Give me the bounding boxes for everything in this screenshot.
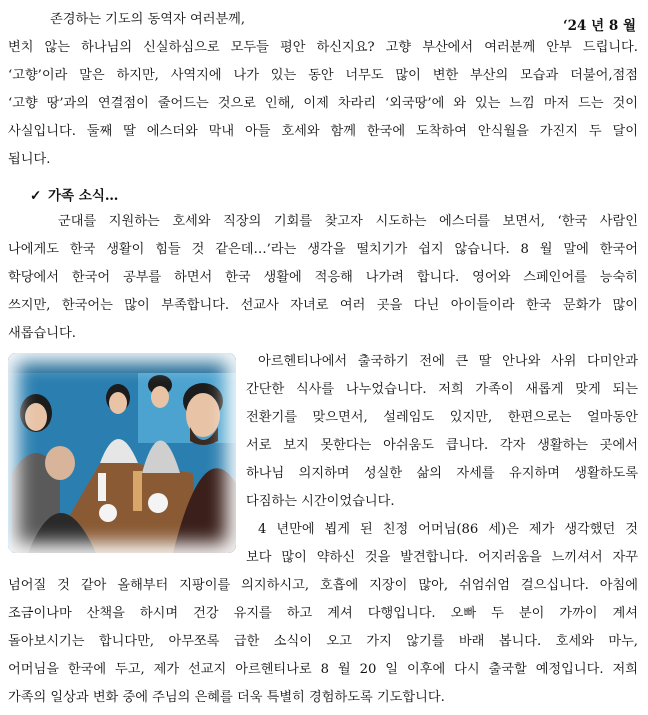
para2-line: 간단한 식사를 나누었습니다. 저희 가족이 새롭게 맞게 되는 [246,382,638,397]
greeting: 존경하는 기도의 동역자 여러분께, [50,12,246,27]
family-photo [8,353,236,553]
para3-line: 어머님을 한국에 두고, 제가 선교지 아르헨티나로 8 월 20 일 이후에 다시 출국할 예정입니다. 저희 [8,662,638,677]
para2-line: 보다 많이 약하신 것을 발견합니다. 어지러움을 느끼셔서 자꾸 [246,550,638,565]
para1-line: 새롭습니다. [8,326,76,341]
para2-line: 다짐하는 시간이었습니다. [246,494,395,509]
para1-line: 학당에서 한국어 공부를 하면서 한국 생활에 적응해 나가려 합니다. 영어와 스페인어를 능숙히 [8,270,638,285]
intro-line: 됩니다. [8,152,51,167]
checkmark-icon: ✓ [30,188,42,204]
intro-line: ‘고향 땅’과의 연결점이 줄어드는 것으로 인해, 이제 차라리 ‘외국땅’에 와 있는 느낌 마저 드는 것이 [8,96,638,111]
para2-line: 하나님 의지하며 성실한 삶의 자세를 유지하며 생활하도록 [246,466,638,481]
para1-line: 쓰지만, 한국어는 많이 부족합니다. 선교사 자녀로 여러 곳을 다닌 아이들이라 한국 문화가 많이 [8,298,638,313]
para2-line: 아르헨티나에서 출국하기 전에 큰 딸 안나와 사위 다미안과 [258,354,638,369]
intro-line: 변치 않는 하나님의 신실하심으로 모두들 평안 하신지요? 고향 부산에서 여러분께 안부 드립니다. [8,40,638,55]
para1-line: 군대를 지원하는 호세와 직장의 기회를 찾고자 시도하는 에스더를 보면서, ‘한국 사람인 [58,214,638,229]
para3-line: 돌아보시기는 합니다만, 아무쪼록 급한 소식이 오고 가지 않기를 바래 봅니다. 호세와 마누, [8,634,638,649]
para3-line: 가족의 일상과 변화 중에 주님의 은혜를 더욱 특별히 경험하도록 기도합니다. [8,690,445,705]
para2-line: 전환기를 맞으면서, 설레임도 있지만, 한편으로는 얼마동안 [246,410,638,425]
section-heading [30,184,118,204]
para3-line: 넘어질 것 같아 올해부터 지팡이를 의지하시고, 호흡에 지장이 많아, 쉬엄쉬엄 걸으십니다. 아침에 [8,578,638,593]
section-heading-label: 가족 소식… [48,188,119,204]
family-photo-icon [8,353,236,553]
para2-line: 4 년만에 뵙게 된 친정 어머님(86 세)은 제가 생각했던 것 [258,522,638,537]
para1-line: 나에게도 한국 생활이 힘들 것 같은데…’라는 생각을 떨치기가 쉽지 않습니다. 8 월 말에 한국어 [8,242,638,257]
para3-line: 조금이나마 산책을 하시며 건강 유지를 하고 계셔 다행입니다. 오빠 두 분이 가까이 계셔 [8,606,638,621]
intro-line: 사실입니다. 둘째 딸 에스더와 막내 아들 호세와 함께 한국에 도착하여 안식월을 가진지 두 달이 [8,124,638,139]
letter-date: ‘24 년 8 월 [562,18,636,34]
intro-line: ‘고향’이라 말은 하지만, 사역지에 나가 있는 동안 너무도 많이 변한 부산의 모습과 더불어,점점 [8,68,638,83]
para2-line: 서로 보지 못한다는 아쉬움도 큽니다. 각자 생활하는 곳에서 [246,438,638,453]
